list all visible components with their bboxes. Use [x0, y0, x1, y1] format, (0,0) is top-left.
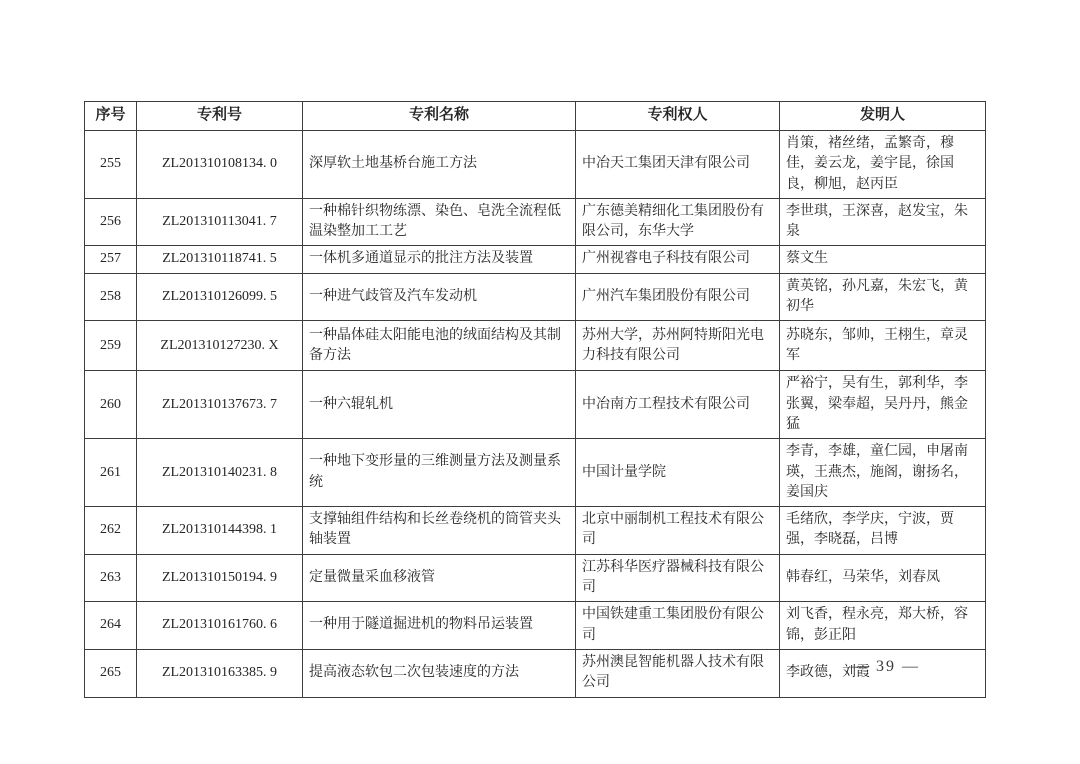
table-row	[85, 371, 986, 439]
patent-title: 一种晶体硅太阳能电池的绒面结构及其制备方法	[303, 321, 576, 371]
serial-number: 258	[85, 273, 137, 321]
patent-holder: 中冶天工集团天津有限公司	[576, 131, 780, 199]
serial-number: 259	[85, 321, 137, 371]
serial-number: 263	[85, 554, 137, 602]
serial-number: 264	[85, 602, 137, 650]
patent-number: ZL201310113041. 7	[137, 198, 303, 246]
inventors: 蔡文生	[780, 246, 986, 273]
patent-holder: 苏州大学，苏州阿特斯阳光电力科技有限公司	[576, 321, 780, 371]
patent-holder: 江苏科华医疗器械科技有限公司	[576, 554, 780, 602]
table-row	[85, 198, 986, 246]
serial-number: 260	[85, 371, 137, 439]
patent-title: 定量微量采血移液管	[303, 554, 576, 602]
serial-number: 257	[85, 246, 137, 273]
patent-holder: 中国铁建重工集团股份有限公司	[576, 602, 780, 650]
inventors: 苏晓东，邹帅，王栩生，章灵军	[780, 321, 986, 371]
patent-title: 一体机多通道显示的批注方法及装置	[303, 246, 576, 273]
patent-number: ZL201310126099. 5	[137, 273, 303, 321]
inventors: 黄英铭，孙凡嘉，朱宏飞，黄初华	[780, 273, 986, 321]
inventors: 李政德，刘霞	[780, 649, 986, 697]
table-header-row	[85, 102, 986, 131]
table-row	[85, 507, 986, 555]
patent-number: ZL201310140231. 8	[137, 439, 303, 507]
table-row	[85, 602, 986, 650]
serial-number: 255	[85, 131, 137, 199]
table-row	[85, 273, 986, 321]
patent-holder: 中国计量学院	[576, 439, 780, 507]
patent-number: ZL201310161760. 6	[137, 602, 303, 650]
patent-holder: 广州视睿电子科技有限公司	[576, 246, 780, 273]
patent-title: 深厚软土地基桥台施工方法	[303, 131, 576, 199]
page-number: — 39 —	[852, 658, 920, 675]
table-row	[85, 321, 986, 371]
header-patent-number: 专利号	[137, 102, 303, 131]
header-serial-number: 序号	[85, 102, 137, 131]
patent-number: ZL201310150194. 9	[137, 554, 303, 602]
table-row	[85, 246, 986, 273]
patent-holder: 苏州澳昆智能机器人技术有限公司	[576, 649, 780, 697]
patent-title: 一种六辊轧机	[303, 371, 576, 439]
serial-number: 265	[85, 649, 137, 697]
header-patent-title: 专利名称	[303, 102, 576, 131]
patent-holder: 中冶南方工程技术有限公司	[576, 371, 780, 439]
patent-title: 提高液态软包二次包装速度的方法	[303, 649, 576, 697]
patent-number: ZL201310108134. 0	[137, 131, 303, 199]
patent-title: 一种棉针织物练漂、染色、皂洗全流程低温染整加工工艺	[303, 198, 576, 246]
patent-title: 一种地下变形量的三维测量方法及测量系统	[303, 439, 576, 507]
patent-title: 一种用于隧道掘进机的物料吊运装置	[303, 602, 576, 650]
header-patent-holder: 专利权人	[576, 102, 780, 131]
inventors: 韩春红，马荣华，刘春凤	[780, 554, 986, 602]
inventors: 严裕宁，吴有生，郭利华，李张翼，梁奉超，吴丹丹，熊金猛	[780, 371, 986, 439]
patent-number: ZL201310144398. 1	[137, 507, 303, 555]
inventors: 李青，李雄，童仁园，申屠南瑛，王燕杰，施阁，谢扬名，姜国庆	[780, 439, 986, 507]
patent-holder: 广州汽车集团股份有限公司	[576, 273, 780, 321]
inventors: 李世琪，王深喜，赵发宝，朱泉	[780, 198, 986, 246]
inventors: 肖策，褚丝绪，孟繁奇，穆佳，姜云龙，姜宇昆，徐国良，柳旭，赵丙臣	[780, 131, 986, 199]
patent-number: ZL201310137673. 7	[137, 371, 303, 439]
patent-holder: 广东德美精细化工集团股份有限公司，东华大学	[576, 198, 780, 246]
table-row	[85, 131, 986, 199]
patent-number: ZL201310163385. 9	[137, 649, 303, 697]
serial-number: 256	[85, 198, 137, 246]
header-inventors: 发明人	[780, 102, 986, 131]
patent-title: 一种进气歧管及汽车发动机	[303, 273, 576, 321]
table-row	[85, 649, 986, 697]
serial-number: 261	[85, 439, 137, 507]
serial-number: 262	[85, 507, 137, 555]
inventors: 毛绪欣，李学庆，宁波，贾强，李晓磊，吕博	[780, 507, 986, 555]
inventors: 刘飞香，程永亮，郑大桥，容锦，彭正阳	[780, 602, 986, 650]
patent-number: ZL201310127230. X	[137, 321, 303, 371]
patent-number: ZL201310118741. 5	[137, 246, 303, 273]
table-row	[85, 554, 986, 602]
patent-title: 支撑轴组件结构和长丝卷绕机的筒管夹头轴装置	[303, 507, 576, 555]
table-row	[85, 439, 986, 507]
patent-holder: 北京中丽制机工程技术有限公司	[576, 507, 780, 555]
patent-table	[84, 101, 986, 698]
